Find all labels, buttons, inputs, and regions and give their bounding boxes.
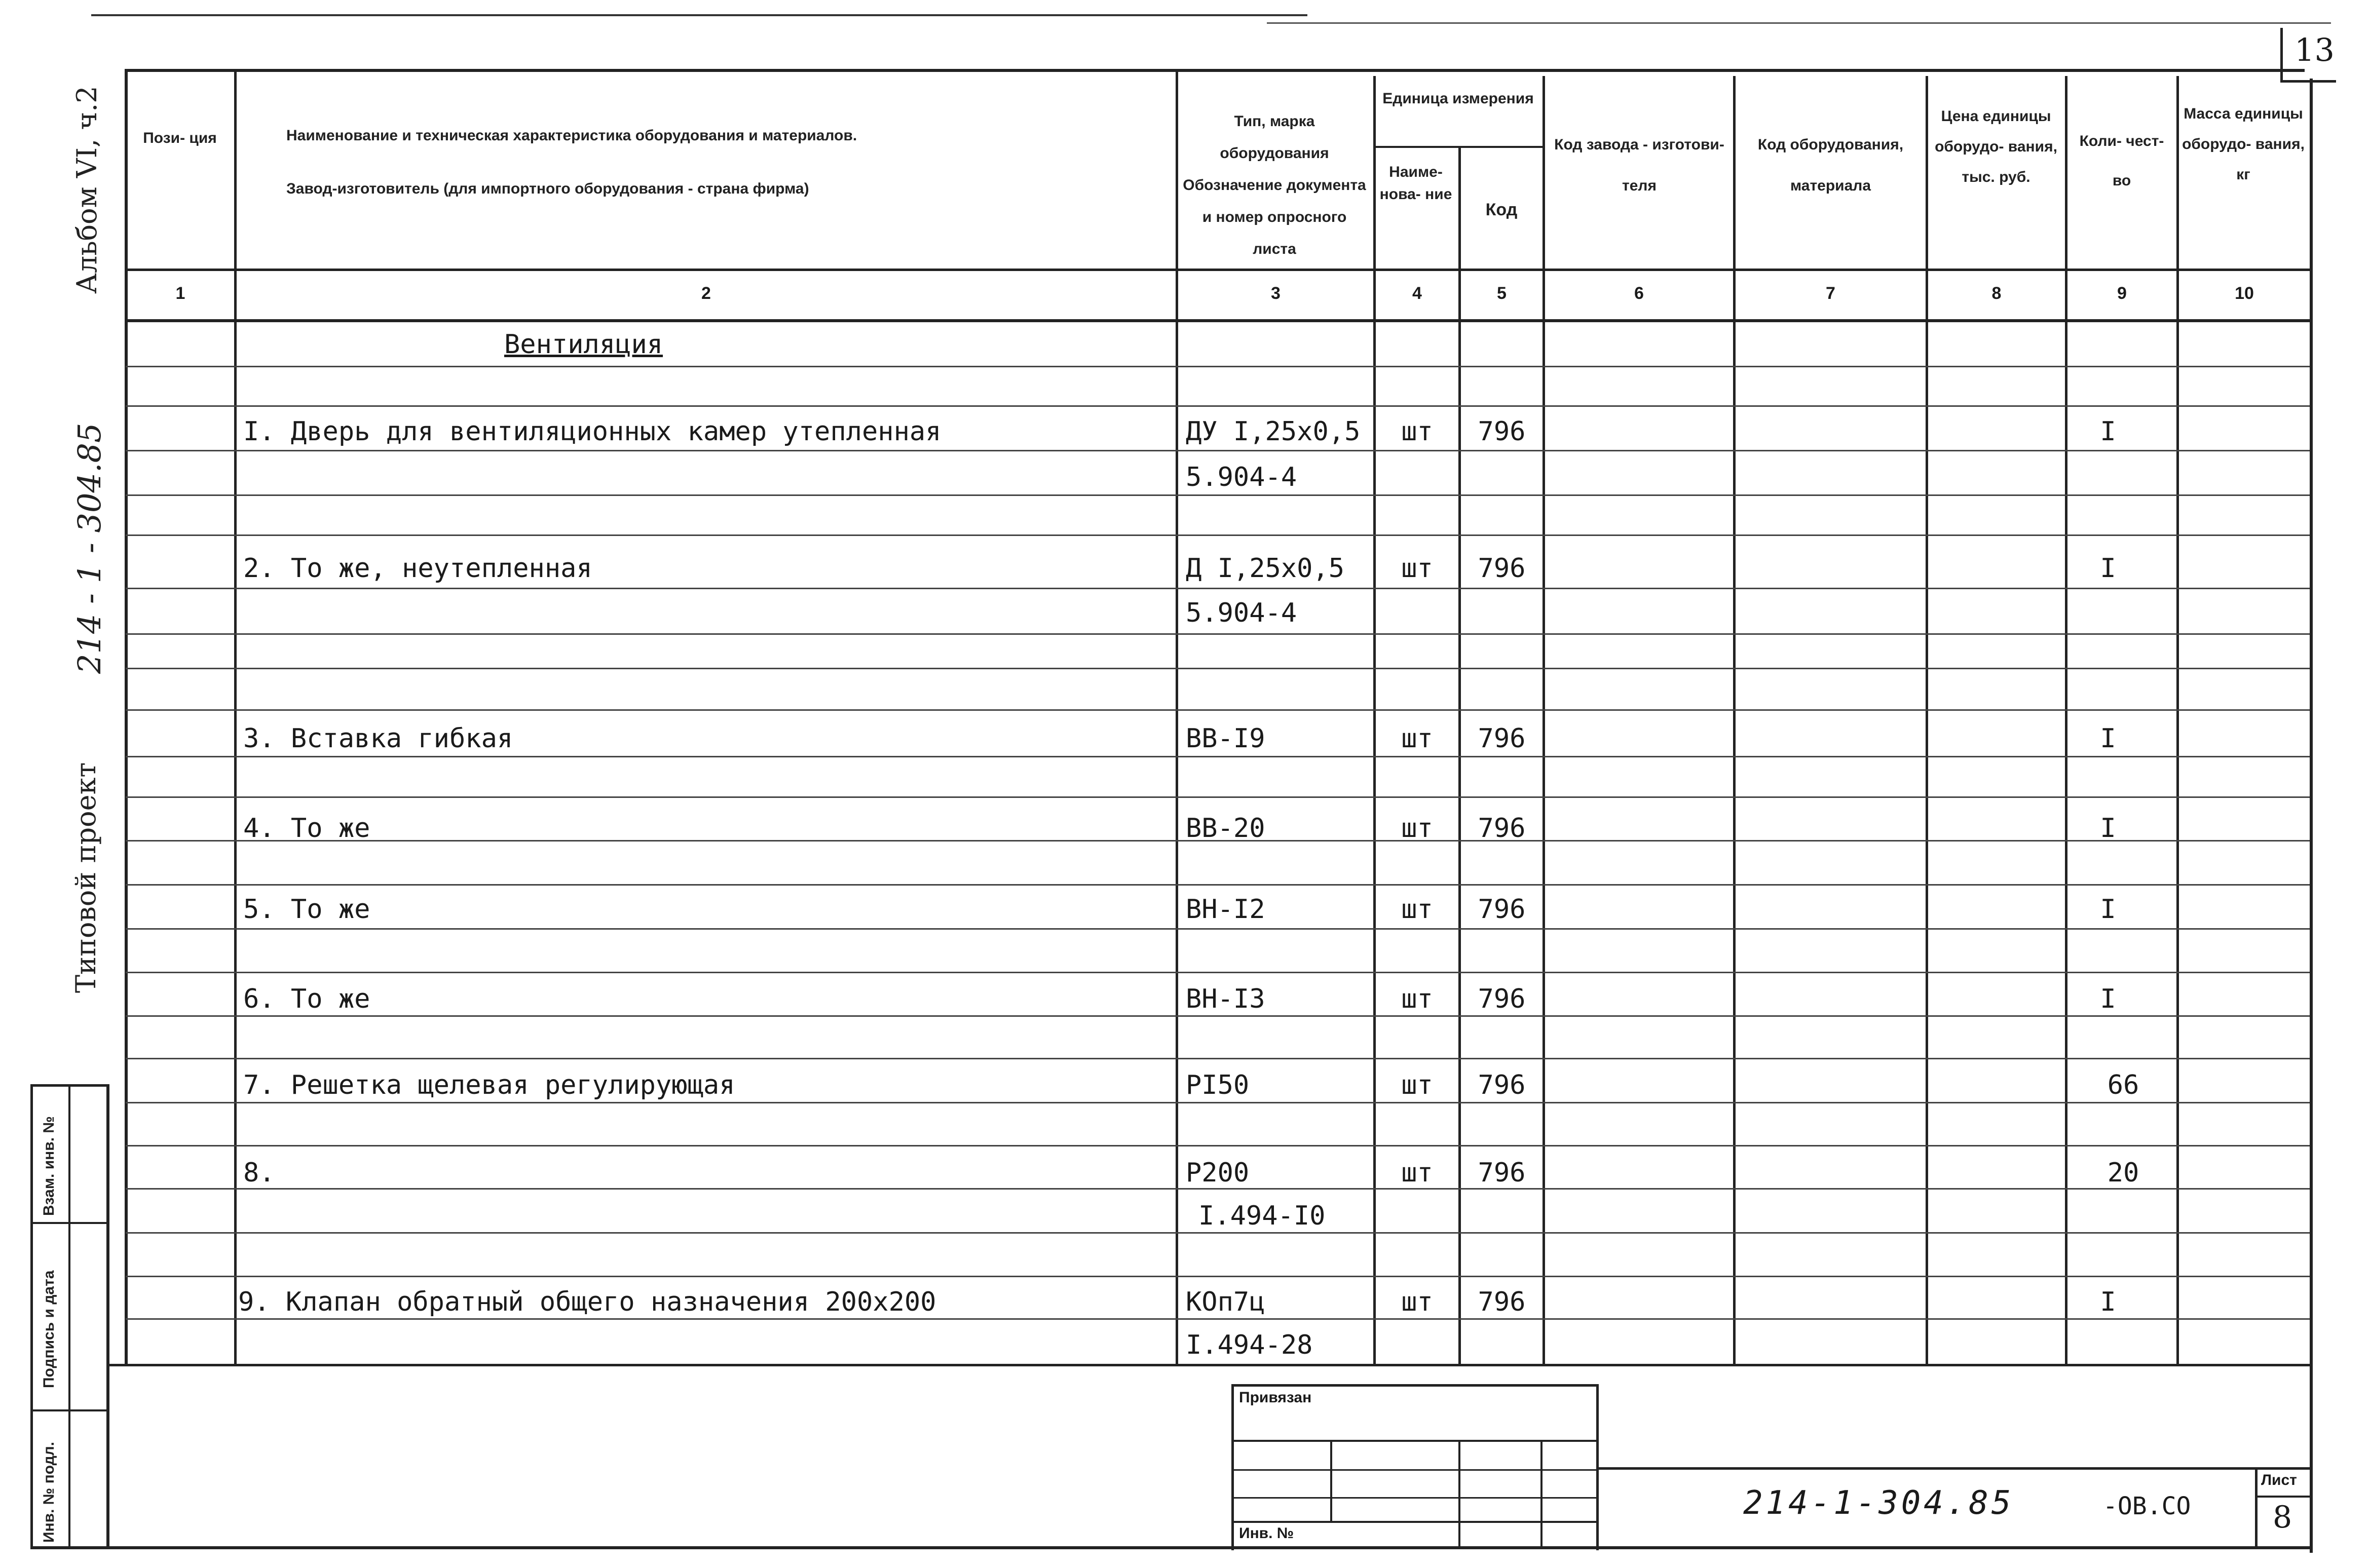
- row-3-name: 3. Вставка гибкая: [243, 723, 513, 754]
- row-5-code: 796: [1478, 894, 1526, 925]
- row-3-unit: шт: [1401, 723, 1433, 754]
- row-8-code: 796: [1478, 1158, 1526, 1188]
- header-position: Пози- ция: [143, 130, 217, 146]
- row-5-type: ВН-I2: [1186, 894, 1265, 925]
- row-9-type: КОп7ц: [1186, 1287, 1265, 1317]
- column-number: 9: [2117, 284, 2127, 303]
- header-maker-code: Код завода - изготови- теля: [1554, 136, 1724, 194]
- column-number: 7: [1826, 284, 1835, 303]
- row-2-unit: шт: [1401, 553, 1433, 584]
- header-unit: Единица измерения: [1382, 90, 1534, 107]
- row-6-name: 6. То же: [243, 984, 370, 1014]
- column-number: 2: [701, 284, 711, 303]
- column-number: 10: [2235, 284, 2254, 303]
- row-1-type: ДУ I,25х0,5: [1186, 416, 1361, 447]
- project-code-side: 214 - 1 - 304.85: [71, 423, 108, 674]
- row-9-unit: шт: [1401, 1287, 1433, 1317]
- row-4-unit: шт: [1401, 813, 1433, 844]
- column-number: 8: [1991, 284, 2002, 303]
- row-8-type: Р200: [1186, 1158, 1250, 1188]
- row-1-doc: 5.904-4: [1186, 462, 1297, 492]
- row-7-unit: шт: [1401, 1070, 1433, 1100]
- row-2-qty: I: [2100, 553, 2116, 584]
- row-4-type: ВВ-20: [1186, 813, 1265, 844]
- header-unit-code: Код: [1485, 200, 1518, 219]
- row-6-qty: I: [2100, 984, 2116, 1014]
- row-3-code: 796: [1478, 723, 1526, 754]
- row-8-name: 8.: [243, 1158, 275, 1188]
- stamp-inv-replaced: Взам. инв. №: [41, 1116, 57, 1216]
- sheet-corner-number: 13: [2294, 31, 2335, 68]
- row-6-unit: шт: [1401, 984, 1433, 1014]
- album-label: Альбом VI, ч.2: [71, 86, 103, 294]
- row-8-doc: I.494-I0: [1198, 1201, 1326, 1231]
- row-7-name: 7. Решетка щелевая регулирующая: [243, 1070, 735, 1100]
- header-name-line1: Наименование и техническая характеристика оборудования и материалов.: [286, 127, 857, 144]
- row-9-doc: I.494-28: [1186, 1330, 1313, 1360]
- row-2-doc: 5.904-4: [1186, 598, 1297, 628]
- inv-label: Инв. №: [1239, 1525, 1294, 1542]
- stamp-inv-original: Инв. № подл.: [41, 1441, 57, 1543]
- header-price: Цена единицы оборудо- вания, тыс. руб.: [1935, 108, 2057, 185]
- row-9-qty: I: [2100, 1287, 2116, 1317]
- header-qty: Коли- чест- во: [2079, 133, 2164, 189]
- column-number: 6: [1634, 284, 1644, 303]
- row-2-type: Д I,25х0,5: [1186, 553, 1345, 584]
- sheet-number: 8: [2273, 1500, 2292, 1535]
- row-1-qty: I: [2100, 416, 2116, 447]
- row-2-code: 796: [1478, 553, 1526, 584]
- row-9-name: 9. Клапан обратный общего назначения 200х200: [238, 1287, 936, 1317]
- row-9-code: 796: [1478, 1287, 1526, 1317]
- row-7-code: 796: [1478, 1070, 1526, 1100]
- row-1-unit: шт: [1401, 416, 1433, 447]
- row-5-name: 5. То же: [243, 894, 370, 925]
- row-4-name: 4. То же: [243, 813, 370, 844]
- header-type: Тип, марка оборудования Обозначение документа и номер опросного листа: [1183, 113, 1366, 257]
- row-1-code: 796: [1478, 416, 1526, 447]
- header-mass: Масса единицы оборудо- вания, кг: [2182, 105, 2305, 183]
- column-number: 5: [1497, 284, 1507, 303]
- row-6-type: ВН-I3: [1186, 984, 1265, 1014]
- row-3-qty: I: [2100, 723, 2116, 754]
- column-number: 4: [1412, 284, 1422, 303]
- column-number: 3: [1271, 284, 1281, 303]
- row-7-qty: 66: [2107, 1070, 2139, 1100]
- column-number: 1: [175, 284, 185, 303]
- row-4-code: 796: [1478, 813, 1526, 844]
- header-unit-name: Наиме- нова- ние: [1379, 164, 1452, 203]
- row-7-type: РI50: [1186, 1070, 1250, 1100]
- row-4-qty: I: [2100, 813, 2116, 844]
- header-equip-code: Код оборудования, материала: [1757, 136, 1904, 194]
- stamp-signature-date: Подпись и дата: [41, 1270, 57, 1388]
- row-8-qty: 20: [2107, 1158, 2139, 1188]
- row-8-unit: шт: [1401, 1158, 1433, 1188]
- row-2-name: 2. То же, неутепленная: [243, 553, 592, 584]
- project-type-label: Типовой проект: [70, 762, 102, 993]
- doc-suffix: -ОВ.СО: [2103, 1492, 2191, 1520]
- bound-label: Привязан: [1239, 1389, 1312, 1406]
- row-3-type: ВВ-I9: [1186, 723, 1265, 754]
- row-5-qty: I: [2100, 894, 2116, 925]
- sheet-label: Лист: [2261, 1472, 2297, 1488]
- row-1-name: I. Дверь для вентиляционных камер утепленная: [243, 416, 942, 447]
- header-name-line2: Завод-изготовитель (для импортного оборудования - страна фирма): [286, 180, 809, 197]
- doc-number: 214-1-304.85: [1743, 1484, 2014, 1522]
- section-title: Вентиляция: [504, 329, 663, 360]
- row-6-code: 796: [1478, 984, 1526, 1014]
- row-5-unit: шт: [1401, 894, 1433, 925]
